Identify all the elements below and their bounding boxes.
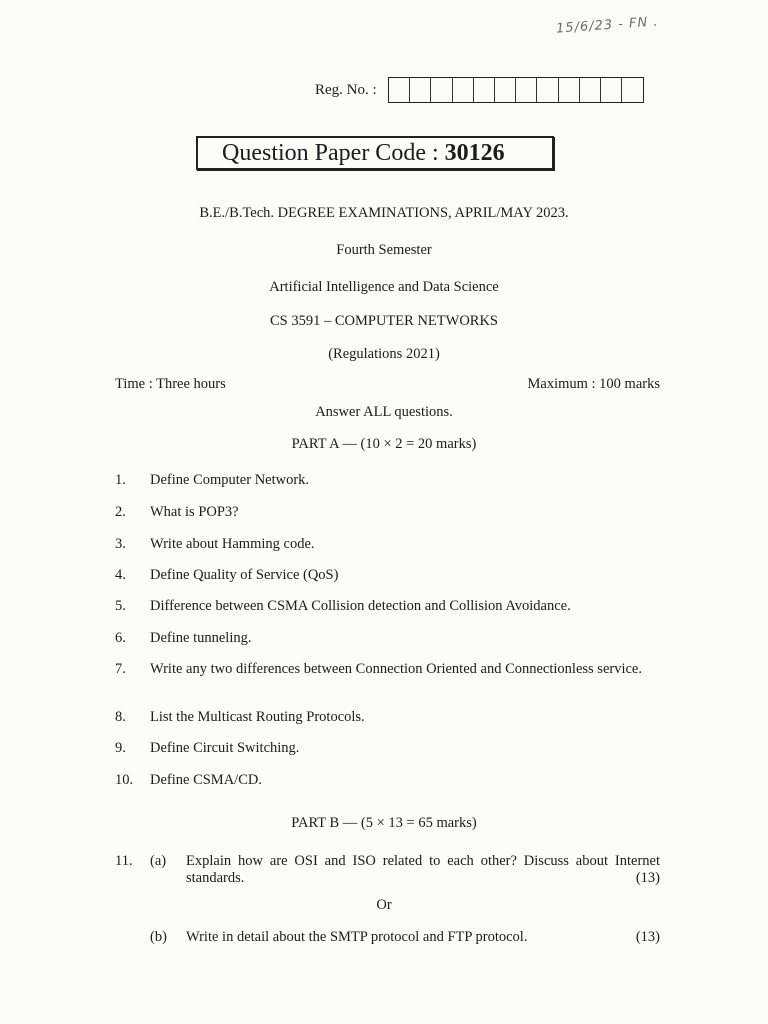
question-text: Write about Hamming code. (150, 536, 315, 552)
question-11b-text: Write in detail about the SMTP protocol and FTP protocol. (186, 929, 528, 945)
maximum-marks: Maximum : 100 marks (527, 376, 660, 392)
marks-label: (13) (635, 929, 660, 945)
reg-digit-box (601, 78, 622, 102)
reg-digit-box (622, 78, 643, 102)
or-separator: Or (376, 897, 392, 913)
reg-digit-box (474, 78, 495, 102)
question-item (115, 630, 660, 647)
question-number: 8. (115, 709, 126, 725)
reg-digit-box (580, 78, 601, 102)
question-number: 1. (115, 472, 126, 488)
question-text: Define Quality of Service (QoS) (150, 567, 339, 583)
instruction: Answer ALL questions. (315, 404, 453, 420)
question-text: Define Computer Network. (150, 472, 310, 488)
handwritten-date-note: 15/6/23 - FN . (555, 14, 659, 37)
part-a-heading: PART A — (10 × 2 = 20 marks) (291, 436, 477, 452)
reg-digit-box (431, 78, 452, 102)
question-text: What is POP3? (150, 504, 239, 520)
question-item (115, 598, 660, 615)
question-number: 6. (115, 630, 126, 646)
question-11b (115, 929, 660, 946)
question-item (115, 740, 660, 757)
question-number: 2. (115, 504, 126, 520)
time-allowed: Time : Three hours (115, 376, 226, 392)
reg-digit-box (453, 78, 474, 102)
question-item (115, 709, 660, 726)
question-text: Write any two differences between Connection Oriented and Connectionless service. (150, 661, 642, 677)
question-text: Define tunneling. (150, 630, 252, 646)
reg-no-boxes (388, 77, 644, 103)
exam-title: B.E./B.Tech. DEGREE EXAMINATIONS, APRIL/MAY 2023. (199, 205, 569, 221)
question-text: Define CSMA/CD. (150, 772, 262, 788)
question-item (115, 661, 660, 678)
reg-digit-box (537, 78, 558, 102)
question-11a (115, 853, 660, 887)
reg-no-label: Reg. No. : (315, 82, 377, 98)
question-text: Difference between CSMA Collision detection and Collision Avoidance. (150, 598, 571, 614)
regulations: (Regulations 2021) (328, 346, 440, 362)
course-title: CS 3591 – COMPUTER NETWORKS (270, 313, 498, 329)
reg-digit-box (410, 78, 431, 102)
question-item (115, 472, 660, 489)
reg-digit-box (495, 78, 516, 102)
reg-digit-box (516, 78, 537, 102)
question-paper-code-value: 30126 (444, 139, 505, 166)
question-text (186, 929, 660, 946)
part-b-heading: PART B — (5 × 13 = 65 marks) (291, 815, 477, 831)
question-paper-code-label: Question Paper Code : (222, 139, 439, 166)
subquestion-label: (a) (150, 853, 167, 869)
question-paper-code-box (196, 136, 554, 170)
subquestion-label: (b) (150, 929, 167, 945)
reg-digit-box (389, 78, 410, 102)
semester: Fourth Semester (336, 242, 432, 258)
question-number: 5. (115, 598, 126, 614)
question-text: List the Multicast Routing Protocols. (150, 709, 365, 725)
question-item (115, 567, 660, 584)
question-item (115, 536, 660, 553)
marks-label: (13) (635, 870, 660, 886)
question-number: 4. (115, 567, 126, 583)
question-number: 7. (115, 661, 126, 677)
question-text (186, 853, 660, 887)
question-number: 9. (115, 740, 126, 756)
question-11a-text: Explain how are OSI and ISO related to each other? Discuss about Internet standards. (186, 853, 660, 886)
question-item (115, 504, 660, 521)
question-number: 3. (115, 536, 126, 552)
question-item (115, 772, 660, 789)
question-text: Define Circuit Switching. (150, 740, 300, 756)
reg-digit-box (559, 78, 580, 102)
question-number: 11. (115, 853, 133, 869)
department: Artificial Intelligence and Data Science (269, 279, 499, 295)
question-number: 10. (115, 772, 134, 788)
